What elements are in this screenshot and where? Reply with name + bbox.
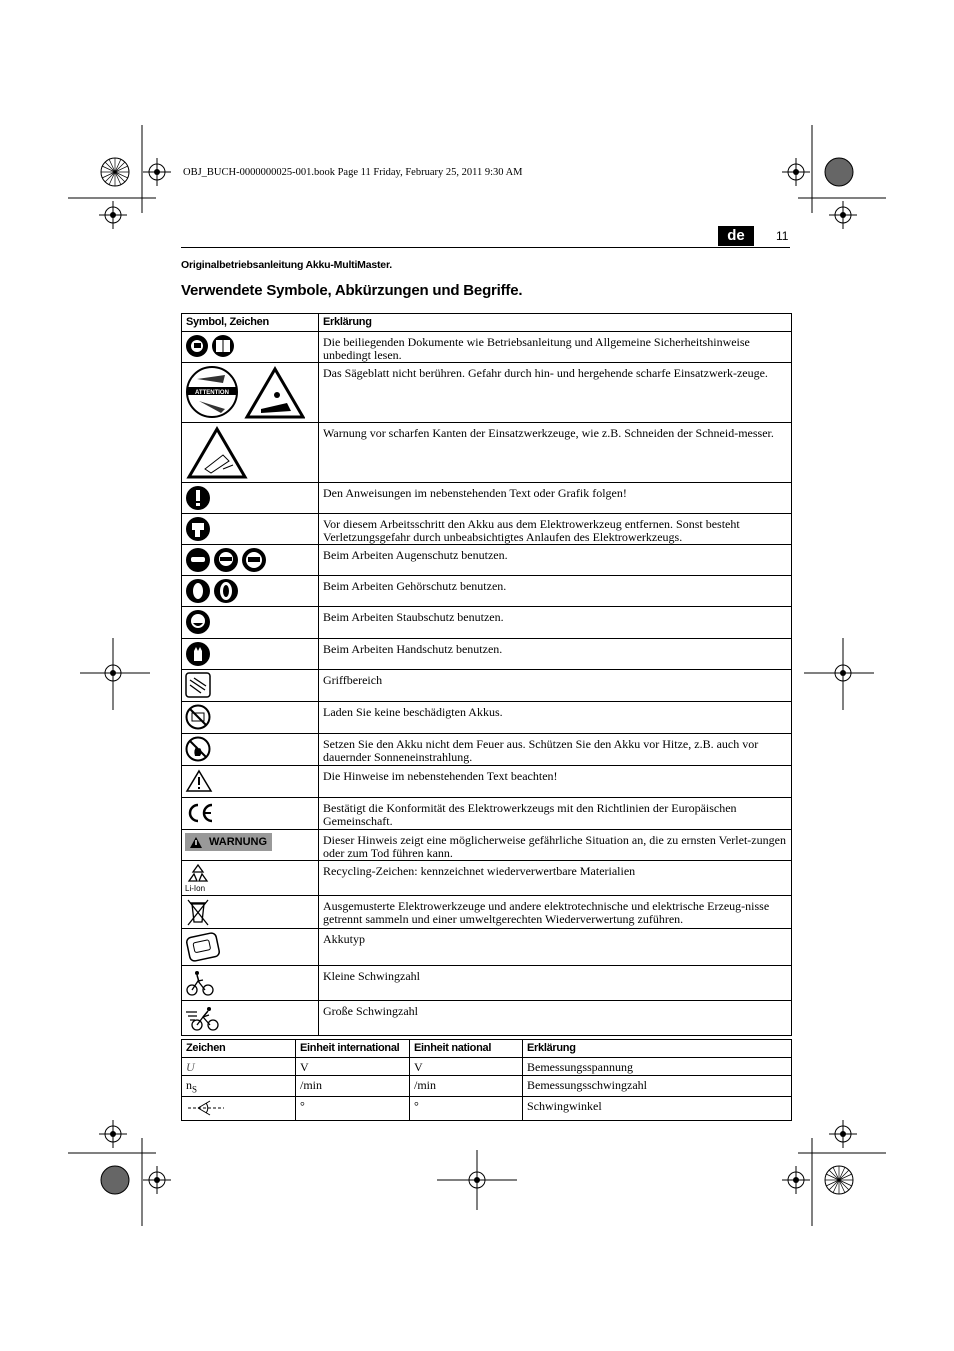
read-manual-icon [185,334,235,358]
warnung-badge [185,833,272,851]
oscillation-angle-icon [186,1099,226,1117]
header-rule [181,247,790,248]
explanation-cell: Recycling-Zeichen: kennzeichnet wiederverwertbare Materialien [319,861,792,896]
symbol-cell [182,670,319,702]
ear-protection-icon [185,578,239,604]
table-row [182,1097,792,1121]
table-row [182,423,792,483]
table-row [182,514,792,545]
table-row [182,607,792,639]
symbol-cell [182,639,319,670]
unit-intl-cell: ° [296,1097,410,1121]
table-header-row [182,314,792,332]
language-badge: de [718,226,754,246]
explanation-cell: Griffbereich [319,670,792,702]
symbol-cell [182,896,319,929]
battery-type-icon [185,931,221,963]
unit-natl-cell: ° [410,1097,523,1121]
symbol-cell [182,545,319,576]
unit-natl-cell: V [410,1058,523,1076]
symbol-cell [182,966,319,1001]
symbol-cell [182,423,319,483]
explanation-cell: Den Anweisungen im nebenstehenden Text oder Grafik folgen! [319,483,792,514]
table-row [182,734,792,766]
table-row [182,966,792,1001]
explanation-cell: Die beiliegenden Dokumente wie Betriebsanleitung und Allgemeine Sicherheitshinweise unbedingt lesen. [319,332,792,363]
symbol-cell [182,798,319,830]
table-row [182,483,792,514]
col-header-unit-international: Einheit international [296,1040,410,1058]
explanation-cell: Bemessungsspannung [523,1058,792,1076]
symbol-cell [182,483,319,514]
eye-protection-icon [185,547,267,573]
slow-bike-icon [185,968,215,998]
table-row [182,702,792,734]
explanation-cell: Vor diesem Arbeitsschritt den Akku aus dem Elektrowerkzeug entfernen. Sonst besteht Verletzungsgefahr durch unbeabsichtigtes Anlaufen des Elektrowerkzeugs. [319,514,792,545]
explanation-cell: Kleine Schwingzahl [319,966,792,1001]
table-row [182,929,792,966]
symbol-cell [182,607,319,639]
col-header-explanation: Erklärung [523,1040,792,1058]
section-title: Verwendete Symbole, Abkürzungen und Begriffe. [181,282,523,299]
explanation-cell: Beim Arbeiten Augenschutz benutzen. [319,545,792,576]
li-ion-label: Li-Ion [185,884,206,893]
unit-intl-cell: /min [296,1076,410,1097]
col-header-sign: Zeichen [182,1040,296,1058]
symbol-cell [182,929,319,966]
unit-natl-cell: /min [410,1076,523,1097]
explanation-cell: Bestätigt die Konformität des Elektrowerkzeugs mit den Richtlinien der Europäischen Gemeinschaft. [319,798,792,830]
symbol-cell [182,576,319,607]
no-fire-icon [185,736,211,762]
table-row [182,861,792,896]
symbol-cell [182,861,319,896]
svg-text:ATTENTION: ATTENTION [195,390,229,396]
book-filename-line: OBJ_BUCH-0000000025-001.book Page 11 Friday, February 25, 2011 9:30 AM [183,167,523,178]
explanation-cell: Dieser Hinweis zeigt eine möglicherweise gefährliche Situation an, die zu ernsten Verlet-zungen oder zum Tod führen kann. [319,830,792,861]
sign-cell: U [182,1058,296,1076]
warning-triangle-icon [185,768,213,794]
dust-mask-icon [185,609,211,635]
remove-battery-icon [185,516,211,542]
manual-subtitle: Originalbetriebsanleitung Akku-MultiMaster. [181,259,392,271]
warnung-label: WARNUNG [209,835,268,848]
explanation-cell: Akkutyp [319,929,792,966]
table-row [182,639,792,670]
col-header-unit-national: Einheit national [410,1040,523,1058]
grip-area-icon [185,672,211,698]
sign-cell [182,1076,296,1097]
table-row [182,830,792,861]
explanation-cell: Ausgemusterte Elektrowerkzeuge und andere elektrotechnische und elektrische Erzeug-nisse getrennt sammeln und einer umweltgerechten Wiederverwertung zuführen. [319,896,792,929]
table-row [182,798,792,830]
units-table [181,1039,792,1121]
sign-subscript: S [192,1084,198,1095]
fast-bike-icon [185,1003,221,1033]
symbol-cell [182,514,319,545]
explanation-cell: Beim Arbeiten Handschutz benutzen. [319,639,792,670]
explanation-cell: Bemessungsschwingzahl [523,1076,792,1097]
table-row [182,896,792,929]
symbols-table [181,313,792,1036]
col-header-explanation: Erklärung [319,314,792,332]
table-header-row [182,1040,792,1058]
symbol-cell [182,1001,319,1036]
symbol-cell [182,830,319,861]
exclamation-icon [185,485,211,511]
table-row [182,1058,792,1076]
ce-mark-icon [185,800,215,826]
table-row [182,332,792,363]
table-row [182,1076,792,1097]
crossed-bin-icon [185,898,211,926]
explanation-cell: Beim Arbeiten Gehörschutz benutzen. [319,576,792,607]
sign-cell [182,1097,296,1121]
explanation-cell: Die Hinweise im nebenstehenden Text beachten! [319,766,792,798]
symbol-cell [182,734,319,766]
symbol-cell [182,363,319,423]
explanation-cell: Schwingwinkel [523,1097,792,1121]
warning-triangle-small-icon [190,837,202,848]
explanation-cell: Laden Sie keine beschädigten Akkus. [319,702,792,734]
symbol-cell [182,766,319,798]
recycling-icon [185,863,211,885]
no-damaged-battery-icon [185,704,211,730]
unit-intl-cell: V [296,1058,410,1076]
symbol-cell [182,332,319,363]
symbol-cell [182,702,319,734]
blade-attention-icon [185,365,305,419]
table-row [182,1001,792,1036]
explanation-cell: Das Sägeblatt nicht berühren. Gefahr durch hin- und hergehende scharfe Einsatzwerk-zeuge. [319,363,792,423]
explanation-cell: Warnung vor scharfen Kanten der Einsatzwerkzeuge, wie z.B. Schneiden der Schneid-messer. [319,423,792,483]
page-number: 11 [776,229,789,243]
table-row [182,545,792,576]
explanation-cell: Setzen Sie den Akku nicht dem Feuer aus. Schützen Sie den Akku vor Hitze, z.B. auch vor dauernder Sonneneinstrahlung. [319,734,792,766]
col-header-symbol: Symbol, Zeichen [182,314,319,332]
table-row [182,766,792,798]
sharp-edges-warning-icon [185,425,249,479]
table-row [182,363,792,423]
sign-symbol: n [186,1078,192,1092]
gloves-icon [185,641,211,667]
explanation-cell: Beim Arbeiten Staubschutz benutzen. [319,607,792,639]
table-row [182,576,792,607]
table-row [182,670,792,702]
explanation-cell: Große Schwingzahl [319,1001,792,1036]
